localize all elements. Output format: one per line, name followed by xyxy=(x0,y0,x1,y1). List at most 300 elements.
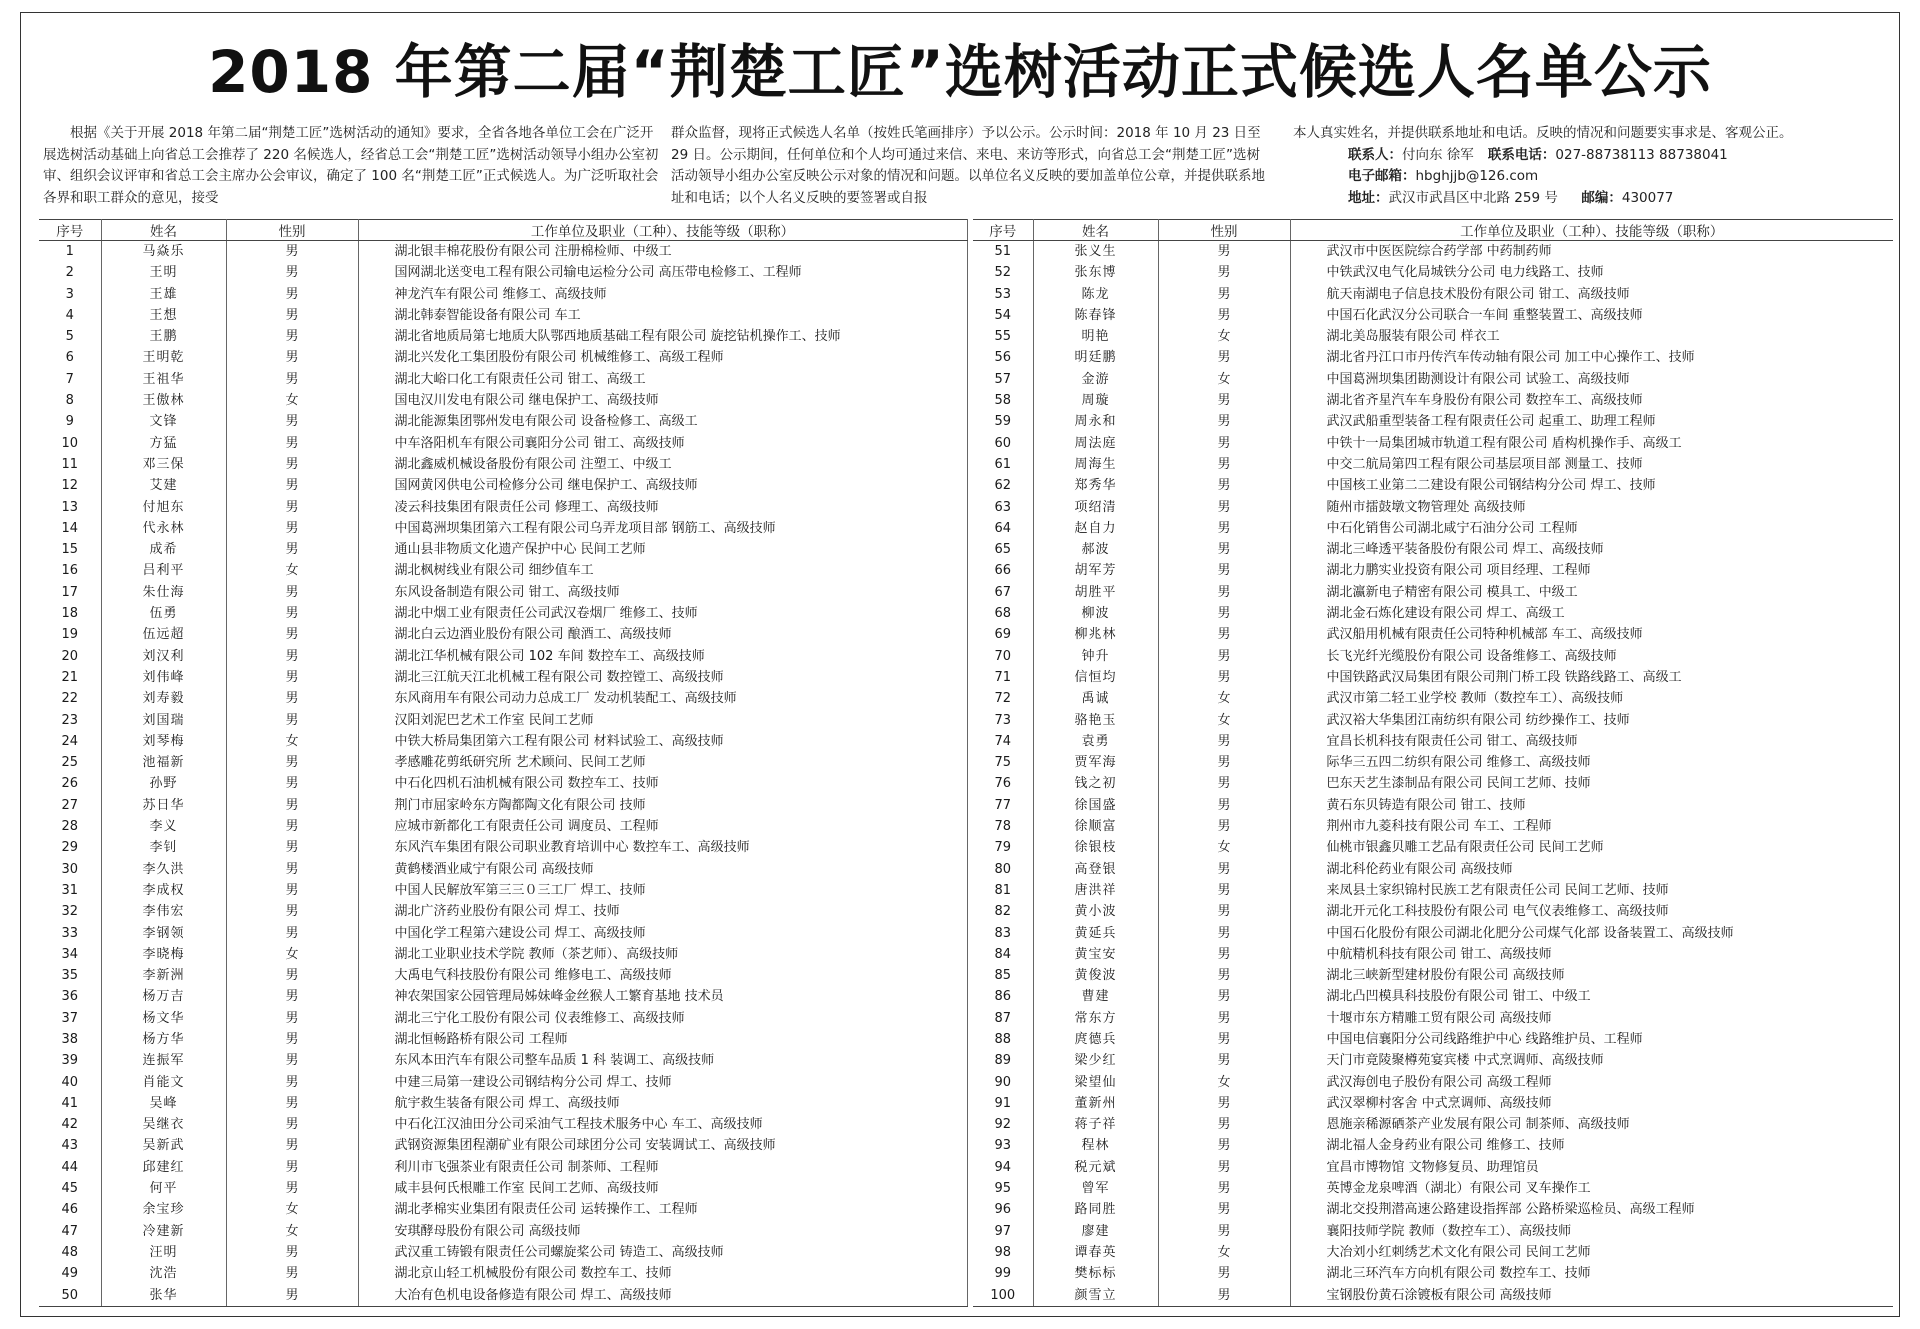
cell-work: 武钢资源集团程潮矿业有限公司球团分公司 安装调试工、高级技师 xyxy=(358,1135,967,1156)
cell-work: 湖北福人金身药业有限公司 维修工、技师 xyxy=(1326,1138,1565,1154)
table-row xyxy=(39,773,967,794)
cell-name: 何平 xyxy=(101,1178,226,1199)
table-row xyxy=(973,518,1893,539)
cell-gender: 男 xyxy=(1158,965,1290,986)
cell-name: 禹诚 xyxy=(1033,688,1158,709)
cell-gender: 男 xyxy=(226,837,358,858)
cell-name: 文锋 xyxy=(101,411,226,432)
cell-name: 汪明 xyxy=(101,1242,226,1263)
table-row xyxy=(973,944,1893,965)
intro-paragraph-2: 群众监督，现将正式候选人名单（按姓氏笔画排序）予以公示。公示时间：2018 年 10 月 23 日至 29 日。公示期间，任何单位和个人均可通过来信、来电、来访等形式，向省总工会“荆楚工匠”选树活动领导小组办公室反映公示对象的情况和问题。以单位名义反映的要加盖单位公章，并提供联系地址和电话；以个人名义反映的要签署或自报 xyxy=(671,125,1265,206)
table-row xyxy=(39,539,967,560)
cell-work: 巴东天艺生漆制品有限公司 民间工艺师、技师 xyxy=(1326,776,1591,792)
cell-gender: 男 xyxy=(1158,1157,1290,1178)
cell-work: 东风汽车集团有限公司职业教育培训中心 数控车工、高级技师 xyxy=(358,837,967,858)
table-row xyxy=(973,1008,1893,1029)
candidate-table-left xyxy=(39,219,968,1307)
cell-gender: 女 xyxy=(1158,710,1290,731)
cell-no: 86 xyxy=(973,986,1033,1007)
cell-no: 49 xyxy=(39,1263,101,1284)
cell-work: 湖北瀛新电子精密有限公司 模具工、中级工 xyxy=(1326,584,1578,600)
cell-gender: 男 xyxy=(1158,241,1290,263)
cell-name: 路同胜 xyxy=(1033,1199,1158,1220)
email-label: 电子邮箱： xyxy=(1348,168,1416,184)
cell-name: 冷建新 xyxy=(101,1221,226,1242)
cell-gender: 男 xyxy=(226,1029,358,1050)
cell-name: 谭春英 xyxy=(1033,1242,1158,1263)
cell-gender: 男 xyxy=(226,1242,358,1263)
cell-name: 吴新武 xyxy=(101,1135,226,1156)
table-row xyxy=(39,1157,967,1178)
cell-gender: 男 xyxy=(1158,1178,1290,1199)
cell-work: 湖北能源集团鄂州发电有限公司 设备检修工、高级工 xyxy=(358,411,967,432)
cell-name: 贾军海 xyxy=(1033,752,1158,773)
cell-gender: 男 xyxy=(226,1285,358,1307)
table-row xyxy=(39,518,967,539)
cell-work: 武汉船用机械有限责任公司特种机械部 车工、高级技师 xyxy=(1326,627,1643,643)
cell-gender: 男 xyxy=(226,284,358,305)
cell-no: 16 xyxy=(39,560,101,581)
cell-gender: 男 xyxy=(226,582,358,603)
table-row xyxy=(973,965,1893,986)
cell-no: 31 xyxy=(39,880,101,901)
table-row xyxy=(39,390,967,411)
cell-work: 中航精机科技有限公司 钳工、高级技师 xyxy=(1326,946,1552,962)
table-row xyxy=(39,1135,967,1156)
address-label: 地址： xyxy=(1348,189,1389,206)
cell-work: 中国石化武汉分公司联合一车间 重整装置工、高级技师 xyxy=(1326,307,1643,323)
cell-gender: 男 xyxy=(1158,1199,1290,1220)
cell-name: 李久洪 xyxy=(101,859,226,880)
cell-no: 51 xyxy=(973,241,1033,263)
cell-no: 20 xyxy=(39,646,101,667)
cell-no: 2 xyxy=(39,262,101,283)
candidate-tables xyxy=(21,219,1899,1317)
cell-work: 十堰市东方精雕工贸有限公司 高级技师 xyxy=(1326,1010,1552,1026)
cell-no: 34 xyxy=(39,944,101,965)
cell-gender: 男 xyxy=(226,1008,358,1029)
cell-work: 湖北银丰棉花股份有限公司 注册棉检师、中级工 xyxy=(358,241,967,263)
cell-name: 郝波 xyxy=(1033,539,1158,560)
table-row xyxy=(39,433,967,454)
cell-no: 82 xyxy=(973,901,1033,922)
table-row xyxy=(973,411,1893,432)
cell-name: 邓三保 xyxy=(101,454,226,475)
table-row xyxy=(973,795,1893,816)
cell-no: 39 xyxy=(39,1050,101,1071)
cell-no: 100 xyxy=(973,1285,1033,1307)
table-row xyxy=(973,646,1893,667)
cell-name: 刘寿毅 xyxy=(101,688,226,709)
intro-paragraph-3: 本人真实姓名，并提供联系地址和电话。反映的情况和问题要实事求是、客观公正。 xyxy=(1293,125,1793,141)
cell-no: 94 xyxy=(973,1157,1033,1178)
cell-name: 李义 xyxy=(101,816,226,837)
cell-no: 72 xyxy=(973,688,1033,709)
cell-gender: 男 xyxy=(1158,773,1290,794)
cell-name: 董新州 xyxy=(1033,1093,1158,1114)
cell-gender: 男 xyxy=(226,1072,358,1093)
table-row xyxy=(973,433,1893,454)
cell-no: 76 xyxy=(973,773,1033,794)
cell-name: 张东博 xyxy=(1033,262,1158,283)
table-row xyxy=(39,1093,967,1114)
table-row xyxy=(39,986,967,1007)
cell-no: 71 xyxy=(973,667,1033,688)
cell-gender: 男 xyxy=(1158,560,1290,581)
cell-work: 恩施亲稀源硒茶产业发展有限公司 制茶师、高级技师 xyxy=(1326,1117,1630,1133)
cell-name: 樊标标 xyxy=(1033,1263,1158,1284)
cell-gender: 男 xyxy=(1158,880,1290,901)
cell-work: 湖北兴发化工集团股份有限公司 机械维修工、高级工程师 xyxy=(358,347,967,368)
cell-work: 湖北韩泰智能设备有限公司 车工 xyxy=(358,305,967,326)
cell-gender: 女 xyxy=(226,560,358,581)
cell-work: 咸丰县何氏根雕工作室 民间工艺师、高级技师 xyxy=(358,1178,967,1199)
header-no: 序号 xyxy=(39,220,101,241)
cell-no: 1 xyxy=(39,241,101,263)
cell-name: 梁望仙 xyxy=(1033,1072,1158,1093)
cell-no: 35 xyxy=(39,965,101,986)
table-row xyxy=(973,859,1893,880)
cell-work: 利川市飞强茶业有限责任公司 制茶师、工程师 xyxy=(358,1157,967,1178)
cell-no: 7 xyxy=(39,369,101,390)
cell-gender: 男 xyxy=(226,795,358,816)
table-row xyxy=(973,1157,1893,1178)
cell-gender: 男 xyxy=(226,262,358,283)
cell-name: 赵自力 xyxy=(1033,518,1158,539)
cell-work: 中铁大桥局集团第六工程有限公司 材料试验工、高级技师 xyxy=(358,731,967,752)
cell-name: 周法庭 xyxy=(1033,433,1158,454)
table-row xyxy=(39,901,967,922)
cell-gender: 男 xyxy=(1158,1050,1290,1071)
cell-work: 湖北交投荆潜高速公路建设指挥部 公路桥梁巡检员、高级工程师 xyxy=(1326,1202,1695,1218)
cell-gender: 男 xyxy=(1158,1263,1290,1284)
cell-gender: 男 xyxy=(226,1093,358,1114)
cell-no: 58 xyxy=(973,390,1033,411)
cell-name: 蒋子祥 xyxy=(1033,1114,1158,1135)
table-row xyxy=(973,731,1893,752)
cell-no: 21 xyxy=(39,667,101,688)
cell-name: 郑秀华 xyxy=(1033,475,1158,496)
cell-work: 中交二航局第四工程有限公司基层项目部 测量工、技师 xyxy=(1326,456,1643,472)
cell-gender: 男 xyxy=(1158,262,1290,283)
cell-no: 69 xyxy=(973,624,1033,645)
cell-no: 13 xyxy=(39,497,101,518)
cell-name: 项绍清 xyxy=(1033,497,1158,518)
cell-name: 李钊 xyxy=(101,837,226,858)
cell-gender: 男 xyxy=(226,1050,358,1071)
cell-work: 湖北三环汽车方向机有限公司 数控车工、技师 xyxy=(1326,1266,1591,1282)
header-name: 姓名 xyxy=(101,220,226,241)
cell-name: 连振军 xyxy=(101,1050,226,1071)
cell-no: 33 xyxy=(39,923,101,944)
cell-work: 湖北枫树线业有限公司 细纱值车工 xyxy=(358,560,967,581)
cell-gender: 男 xyxy=(226,433,358,454)
table-row xyxy=(973,1242,1893,1263)
cell-work: 湖北省丹江口市丹传汽车传动轴有限公司 加工中心操作工、技师 xyxy=(1326,350,1695,366)
cell-gender: 男 xyxy=(226,475,358,496)
cell-no: 23 xyxy=(39,710,101,731)
cell-gender: 男 xyxy=(1158,539,1290,560)
cell-name: 税元斌 xyxy=(1033,1157,1158,1178)
table-row xyxy=(973,667,1893,688)
postcode-value: 430077 xyxy=(1621,189,1674,206)
cell-no: 63 xyxy=(973,497,1033,518)
cell-work: 中石化四机石油机械有限公司 数控车工、技师 xyxy=(358,773,967,794)
phone-label: 联系电话： xyxy=(1487,146,1556,163)
email-line xyxy=(1293,166,1893,188)
cell-no: 22 xyxy=(39,688,101,709)
cell-gender: 男 xyxy=(226,518,358,539)
cell-gender: 男 xyxy=(1158,795,1290,816)
cell-work: 大禹电气科技股份有限公司 维修电工、高级技师 xyxy=(358,965,967,986)
cell-name: 杨文华 xyxy=(101,1008,226,1029)
cell-work: 航天南湖电子信息技术股份有限公司 钳工、高级技师 xyxy=(1326,286,1630,302)
notice-page xyxy=(20,12,1900,1317)
table-row xyxy=(973,241,1893,263)
table-row xyxy=(973,369,1893,390)
table-row xyxy=(973,624,1893,645)
cell-work: 中国葛洲坝集团勘测设计有限公司 试验工、高级技师 xyxy=(1326,371,1630,387)
cell-no: 17 xyxy=(39,582,101,603)
cell-gender: 男 xyxy=(1158,603,1290,624)
cell-no: 8 xyxy=(39,390,101,411)
table-row xyxy=(39,795,967,816)
cell-work: 凌云科技集团有限责任公司 修理工、高级技师 xyxy=(358,497,967,518)
table-row xyxy=(973,1199,1893,1220)
table-row xyxy=(973,816,1893,837)
cell-gender: 男 xyxy=(226,1263,358,1284)
cell-name: 马焱乐 xyxy=(101,241,226,263)
cell-no: 44 xyxy=(39,1157,101,1178)
cell-gender: 男 xyxy=(226,624,358,645)
cell-work: 中国电信襄阳分公司线路维护中心 线路维护员、工程师 xyxy=(1326,1031,1643,1047)
cell-no: 27 xyxy=(39,795,101,816)
table-row xyxy=(973,1221,1893,1242)
cell-work: 中国人民解放军第三三０三工厂 焊工、技师 xyxy=(358,880,967,901)
cell-gender: 男 xyxy=(226,1178,358,1199)
cell-no: 92 xyxy=(973,1114,1033,1135)
cell-work: 武汉裕大华集团江南纺织有限公司 纺纱操作工、技师 xyxy=(1326,712,1630,728)
cell-no: 40 xyxy=(39,1072,101,1093)
header-gender: 性别 xyxy=(1158,220,1290,241)
cell-no: 14 xyxy=(39,518,101,539)
candidate-table-right xyxy=(973,219,1893,1307)
postcode-label: 邮编： xyxy=(1581,189,1622,206)
cell-work: 航宇救生装备有限公司 焊工、高级技师 xyxy=(358,1093,967,1114)
cell-gender: 男 xyxy=(226,646,358,667)
cell-name: 吴继衣 xyxy=(101,1114,226,1135)
cell-work: 湖北美岛服装有限公司 样衣工 xyxy=(1326,329,1500,345)
cell-work: 武汉重工铸锻有限责任公司螺旋桨公司 铸造工、高级技师 xyxy=(358,1242,967,1263)
cell-work: 黄石东贝铸造有限公司 钳工、技师 xyxy=(1326,797,1526,813)
cell-gender: 男 xyxy=(1158,582,1290,603)
cell-work: 湖北工业职业技术学院 教师（茶艺师）、高级技师 xyxy=(358,944,967,965)
cell-no: 62 xyxy=(973,475,1033,496)
cell-gender: 男 xyxy=(1158,901,1290,922)
table-row xyxy=(39,347,967,368)
cell-gender: 男 xyxy=(1158,1114,1290,1135)
cell-name: 代永林 xyxy=(101,518,226,539)
cell-name: 高登银 xyxy=(1033,859,1158,880)
cell-gender: 女 xyxy=(1158,1242,1290,1263)
cell-gender: 男 xyxy=(1158,667,1290,688)
cell-work: 湖北科伦药业有限公司 高级技师 xyxy=(1326,861,1513,877)
cell-no: 83 xyxy=(973,923,1033,944)
cell-name: 廖建 xyxy=(1033,1221,1158,1242)
cell-gender: 男 xyxy=(1158,923,1290,944)
table-row xyxy=(973,284,1893,305)
cell-gender: 男 xyxy=(226,1157,358,1178)
cell-name: 陈春锋 xyxy=(1033,305,1158,326)
table-row xyxy=(973,497,1893,518)
cell-no: 18 xyxy=(39,603,101,624)
cell-no: 37 xyxy=(39,1008,101,1029)
cell-no: 3 xyxy=(39,284,101,305)
cell-name: 王祖华 xyxy=(101,369,226,390)
cell-gender: 男 xyxy=(1158,752,1290,773)
cell-no: 12 xyxy=(39,475,101,496)
cell-work: 武汉市第二轻工业学校 教师（数控车工）、高级技师 xyxy=(1326,691,1624,707)
table-row xyxy=(973,837,1893,858)
cell-gender: 男 xyxy=(226,965,358,986)
cell-name: 方猛 xyxy=(101,433,226,454)
cell-work: 中国铁路武汉局集团有限公司荆门桥工段 铁路线路工、高级工 xyxy=(1326,669,1682,685)
table-row xyxy=(39,560,967,581)
cell-work: 天门市竟陵聚樽苑宴宾楼 中式烹调师、高级技师 xyxy=(1326,1053,1604,1069)
cell-name: 孙野 xyxy=(101,773,226,794)
cell-work: 湖北恒畅路桥有限公司 工程师 xyxy=(358,1029,967,1050)
contact-label: 联系人： xyxy=(1348,146,1402,163)
table-row xyxy=(973,1072,1893,1093)
cell-name: 吕利平 xyxy=(101,560,226,581)
cell-name: 柳波 xyxy=(1033,603,1158,624)
cell-no: 84 xyxy=(973,944,1033,965)
cell-name: 黄延兵 xyxy=(1033,923,1158,944)
cell-gender: 男 xyxy=(1158,518,1290,539)
cell-no: 85 xyxy=(973,965,1033,986)
cell-no: 66 xyxy=(973,560,1033,581)
cell-no: 65 xyxy=(973,539,1033,560)
cell-no: 70 xyxy=(973,646,1033,667)
intro-column-2 xyxy=(671,123,1271,209)
cell-no: 43 xyxy=(39,1135,101,1156)
table-row xyxy=(39,1050,967,1071)
cell-name: 池福新 xyxy=(101,752,226,773)
cell-no: 96 xyxy=(973,1199,1033,1220)
cell-name: 明廷鹏 xyxy=(1033,347,1158,368)
cell-work: 中国核工业第二二建设有限公司钢结构分公司 焊工、技师 xyxy=(1326,478,1656,494)
table-row xyxy=(973,880,1893,901)
cell-name: 王想 xyxy=(101,305,226,326)
cell-gender: 男 xyxy=(226,923,358,944)
cell-gender: 男 xyxy=(226,347,358,368)
cell-gender: 男 xyxy=(226,241,358,263)
cell-name: 骆艳玉 xyxy=(1033,710,1158,731)
cell-work: 湖北三峰透平装备股份有限公司 焊工、高级技师 xyxy=(1326,542,1604,558)
cell-work: 荆门市屈家岭东方陶都陶文化有限公司 技师 xyxy=(358,795,967,816)
cell-no: 42 xyxy=(39,1114,101,1135)
table-row xyxy=(39,816,967,837)
table-row xyxy=(973,1114,1893,1135)
cell-name: 黄小波 xyxy=(1033,901,1158,922)
cell-work: 湖北江华机械有限公司 102 车间 数控车工、高级技师 xyxy=(358,646,967,667)
cell-no: 75 xyxy=(973,752,1033,773)
cell-name: 肖能文 xyxy=(101,1072,226,1093)
table-row xyxy=(39,454,967,475)
cell-name: 金游 xyxy=(1033,369,1158,390)
table-row xyxy=(39,582,967,603)
cell-gender: 男 xyxy=(226,901,358,922)
cell-no: 30 xyxy=(39,859,101,880)
cell-name: 伍远超 xyxy=(101,624,226,645)
cell-gender: 男 xyxy=(1158,624,1290,645)
cell-work: 英博金龙泉啤酒（湖北）有限公司 叉车操作工 xyxy=(1326,1181,1591,1197)
address-value: 武汉市武昌区中北路 259 号 xyxy=(1388,189,1558,206)
cell-no: 15 xyxy=(39,539,101,560)
table-row xyxy=(39,965,967,986)
table-row xyxy=(973,1263,1893,1284)
cell-no: 9 xyxy=(39,411,101,432)
cell-work: 武汉海创电子股份有限公司 高级工程师 xyxy=(1326,1074,1552,1090)
cell-no: 64 xyxy=(973,518,1033,539)
cell-no: 74 xyxy=(973,731,1033,752)
cell-name: 钱之初 xyxy=(1033,773,1158,794)
phone-value: 027-88738113 88738041 xyxy=(1555,146,1728,163)
table-row xyxy=(39,475,967,496)
cell-no: 56 xyxy=(973,347,1033,368)
table-row xyxy=(39,1242,967,1263)
table-row xyxy=(39,1221,967,1242)
cell-name: 吴峰 xyxy=(101,1093,226,1114)
cell-name: 李晓梅 xyxy=(101,944,226,965)
cell-gender: 男 xyxy=(1158,454,1290,475)
cell-no: 67 xyxy=(973,582,1033,603)
cell-work: 湖北京山轻工机械股份有限公司 数控车工、技师 xyxy=(358,1263,967,1284)
cell-name: 周璇 xyxy=(1033,390,1158,411)
cell-no: 59 xyxy=(973,411,1033,432)
table-row xyxy=(973,752,1893,773)
table-header-row xyxy=(973,220,1893,241)
cell-gender: 男 xyxy=(1158,497,1290,518)
cell-gender: 女 xyxy=(1158,369,1290,390)
cell-work: 中国化学工程第六建设公司 焊工、高级技师 xyxy=(358,923,967,944)
cell-name: 曹建 xyxy=(1033,986,1158,1007)
cell-no: 79 xyxy=(973,837,1033,858)
cell-name: 李新洲 xyxy=(101,965,226,986)
cell-name: 张华 xyxy=(101,1285,226,1307)
cell-work: 湖北鑫威机械设备股份有限公司 注塑工、中级工 xyxy=(358,454,967,475)
table-row xyxy=(39,1285,967,1307)
cell-name: 刘琴梅 xyxy=(101,731,226,752)
address-line xyxy=(1293,188,1893,210)
cell-work: 中国葛洲坝集团第六工程有限公司乌弄龙项目部 钢筋工、高级技师 xyxy=(358,518,967,539)
cell-no: 26 xyxy=(39,773,101,794)
cell-work: 湖北三江航天江北机械工程有限公司 数控镗工、高级技师 xyxy=(358,667,967,688)
cell-no: 95 xyxy=(973,1178,1033,1199)
page-title: 2018 年第二届“荆楚工匠”选树活动正式候选人名单公示 xyxy=(208,38,1712,106)
cell-gender: 男 xyxy=(1158,1029,1290,1050)
cell-no: 50 xyxy=(39,1285,101,1307)
cell-gender: 男 xyxy=(226,710,358,731)
cell-work: 荆州市九菱科技有限公司 车工、工程师 xyxy=(1326,819,1552,835)
cell-name: 程林 xyxy=(1033,1135,1158,1156)
table-row xyxy=(39,1199,967,1220)
table-row xyxy=(39,262,967,283)
table-row xyxy=(39,688,967,709)
cell-name: 庹德兵 xyxy=(1033,1029,1158,1050)
header-work: 工作单位及职业（工种）、技能等级（职称） xyxy=(358,220,967,241)
table-row xyxy=(973,390,1893,411)
